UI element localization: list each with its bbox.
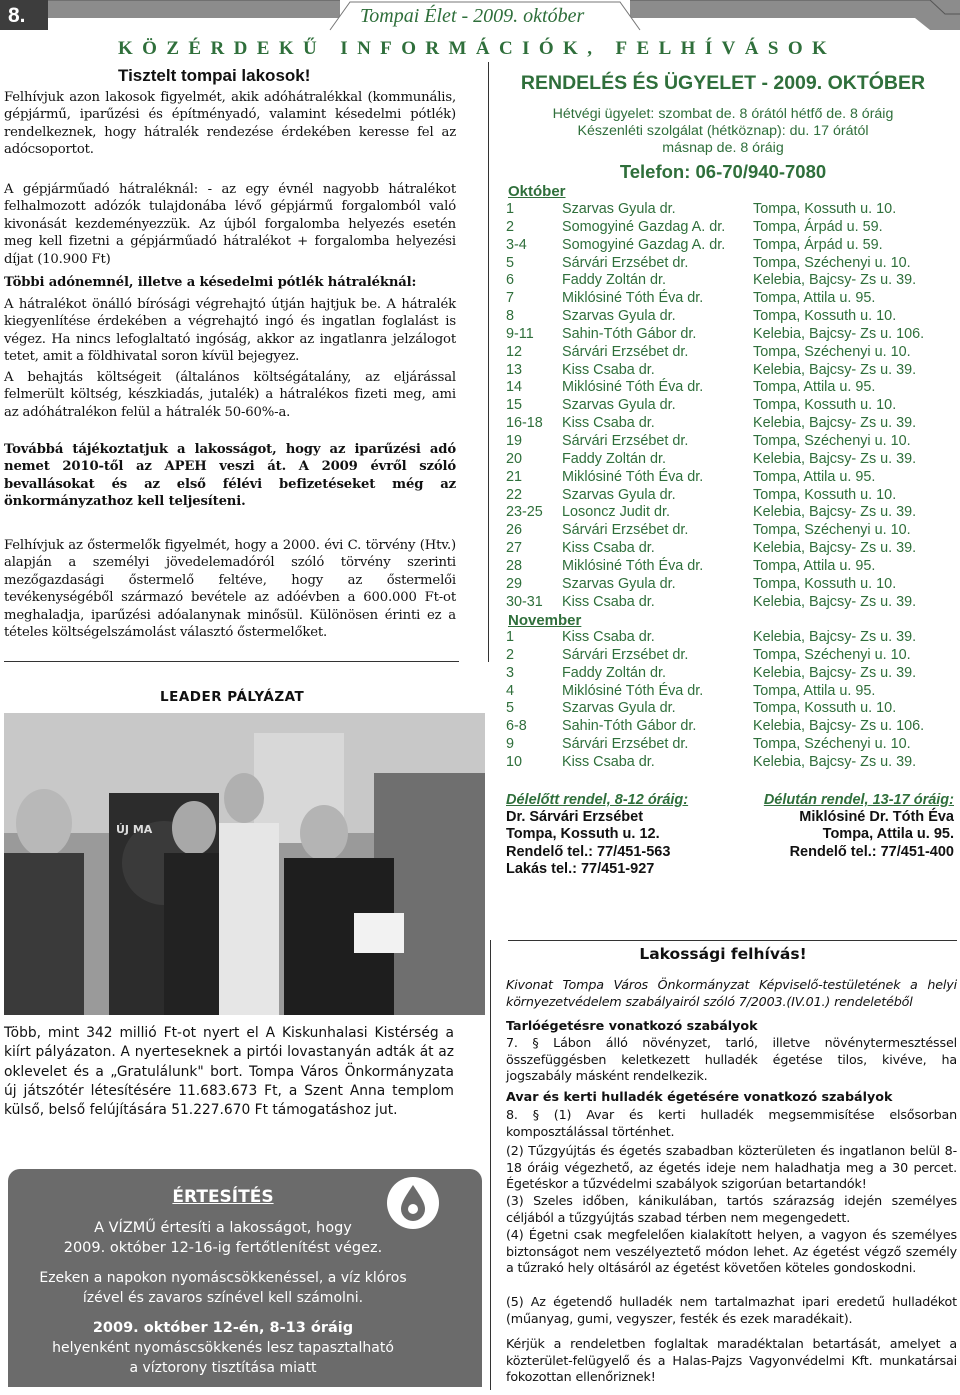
schedule-doctor: Miklósiné Tóth Éva dr.	[562, 468, 704, 485]
schedule-address: Tompa, Széchenyi u. 10.	[753, 736, 911, 753]
schedule-address: Kelebia, Bajcsy- Zs u. 39.	[753, 540, 917, 557]
leader-title: LEADER PÁLYÁZAT	[160, 689, 305, 705]
schedule-day: 15	[506, 397, 523, 414]
schedule-doctor: Szarvas Gyula dr.	[562, 700, 676, 717]
public-paragraph-2: 8. § (1) Avar és kerti hulladék megsemmisítése elsősorban komposztálással történhet.	[506, 1107, 957, 1139]
schedule-doctor: Kiss Csaba dr.	[562, 629, 655, 645]
schedule-day: 9-11	[506, 325, 534, 342]
photo-banner-text: ÚJ MA	[116, 823, 153, 836]
tax-paragraph-5: A behajtás költségeit (általános költségátalány, az eljárással felmerült költség, készkiadás, jutalék) a hátralékos fizeti meg, ami az adóhátralékon felül a hátralék 50-60%-a.	[4, 370, 456, 420]
schedule-doctor: Sárvári Erzsébet dr.	[562, 736, 689, 753]
schedule-doctor: Sahin-Tóth Gábor dr.	[562, 718, 697, 735]
standby-service: Készenléti szolgálat (hétköznap): du. 17 órától	[577, 123, 869, 139]
schedule-day: 16-18	[506, 415, 543, 432]
leader-paragraph: Több, mint 342 millió Ft-ot nyert el A Kiskunhalasi Kistérség a kiírt pályázaton. A nyerteseknek a pirtói lovastanyán adták át az oklevelet és a „Gratulálunk" bort. Tompa Város Önkormányzata új játszótér létesítésére 11.683.673 Ft, a Szent Anna templom külső, belső felújítására 51.227.670 Ft támogatáshoz jut.	[4, 1025, 454, 1119]
morning-home-phone: Lakás tel.: 77/451-927	[506, 861, 655, 877]
schedule-day: 5	[506, 254, 515, 271]
schedule-address: Tompa, Széchenyi u. 10.	[753, 522, 911, 539]
schedule-day: 3	[506, 664, 515, 681]
schedule-address: Tompa, Kossuth u. 10.	[753, 308, 897, 325]
schedule-doctor: Szarvas Gyula dr.	[562, 486, 676, 503]
greeting: Tisztelt tompai lakosok!	[118, 66, 311, 85]
schedule-row	[506, 754, 924, 772]
tax-paragraph-3: Többi adónemnél, illetve a késedelmi pótlék hátraléknál:	[4, 275, 417, 290]
publication-title: Tompai Élet - 2009. október	[360, 5, 585, 27]
schedule-row	[506, 522, 924, 540]
schedule-row	[506, 718, 924, 736]
schedule-address: Kelebia, Bajcsy- Zs u. 106.	[753, 325, 925, 342]
schedule-doctor: Sahin-Tóth Gábor dr.	[562, 325, 697, 342]
schedule-row	[506, 629, 924, 647]
schedule-day: 12	[506, 343, 523, 360]
schedule-doctor: Kiss Csaba dr.	[562, 415, 655, 432]
schedule-address: Kelebia, Bajcsy- Zs u. 106.	[753, 718, 925, 735]
notice-line-3: Ezeken a napokon nyomáscsökkenéssel, a víz klóros	[39, 1270, 407, 1286]
schedule-address: Tompa, Kossuth u. 10.	[753, 575, 897, 592]
schedule-address: Kelebia, Bajcsy- Zs u. 39.	[753, 361, 917, 378]
schedule-row	[506, 290, 924, 308]
section-heading: KÖZÉRDEKŰ INFORMÁCIÓK, FELHÍVÁSOK	[118, 38, 837, 59]
schedule-day: 6	[506, 272, 515, 289]
schedule-doctor: Somogyiné Gazdag A. dr.	[562, 218, 726, 235]
schedule-row	[506, 558, 924, 576]
morning-doctor: Dr. Sárvári Erzsébet	[506, 809, 644, 825]
notice-line-5: 2009. október 12-én, 8-13 óráig	[92, 1320, 354, 1336]
page-number: 8.	[8, 4, 26, 27]
schedule-row	[506, 504, 924, 522]
schedule-doctor: Somogyiné Gazdag A. dr.	[562, 236, 726, 253]
schedule-doctor: Faddy Zoltán dr.	[562, 450, 666, 467]
public-paragraph-7: Kérjük a rendeletben foglaltak maradéktalan betartását, amelyet a közterület-felügyelő és a Halas-Pajzs Vagyonvédelmi Kft. munkatársai fokozottan ellenőriznek!	[506, 1336, 957, 1385]
schedule-address: Tompa, Kossuth u. 10.	[753, 486, 897, 503]
month-november: November	[508, 612, 582, 629]
schedule-title: RENDELÉS ÉS ÜGYELET - 2009. OKTÓBER	[520, 72, 926, 94]
schedule-address: Kelebia, Bajcsy- Zs u. 39.	[753, 504, 917, 521]
schedule-address: Kelebia, Bajcsy- Zs u. 39.	[753, 415, 917, 432]
schedule-address: Tompa, Kossuth u. 10.	[753, 700, 897, 717]
schedule-day: 21	[506, 468, 523, 485]
schedule-address: Tompa, Árpád u. 59.	[753, 218, 883, 235]
standby-service-end: másnap de. 8 óráig	[662, 140, 784, 156]
schedule-doctor: Faddy Zoltán dr.	[562, 272, 666, 289]
schedule-row	[506, 308, 924, 326]
notice-line-1: A VÍZMŰ értesíti a lakosságot, hogy	[94, 1220, 352, 1236]
schedule-doctor: Sárvári Erzsébet dr.	[562, 522, 689, 539]
schedule-day: 1	[506, 629, 515, 645]
schedule-day: 13	[506, 361, 523, 378]
schedule-row	[506, 219, 924, 237]
schedule-address: Kelebia, Bajcsy- Zs u. 39.	[753, 593, 917, 610]
schedule-day: 14	[506, 379, 523, 396]
afternoon-doctor: Miklósiné Dr. Tóth Éva	[799, 809, 954, 825]
schedule-row	[506, 362, 924, 380]
schedule-row	[506, 433, 924, 451]
schedule-address: Kelebia, Bajcsy- Zs u. 39.	[753, 664, 917, 681]
afternoon-office-phone: Rendelő tel.: 77/451-400	[789, 844, 954, 860]
public-notice-title: Lakossági felhívás!	[639, 945, 807, 963]
schedule-day: 29	[506, 575, 523, 592]
schedule-doctor: Sárvári Erzsébet dr.	[562, 254, 689, 271]
schedule-day: 26	[506, 522, 523, 539]
schedule-row	[506, 272, 924, 290]
schedule-address: Tompa, Széchenyi u. 10.	[753, 646, 911, 663]
morning-address: Tompa, Kossuth u. 12.	[506, 826, 660, 842]
schedule-row	[506, 379, 924, 397]
morning-hours-label: Délelőtt rendel, 8-12 óráig:	[506, 792, 689, 808]
schedule-row	[506, 647, 924, 665]
schedule-doctor: Sárvári Erzsébet dr.	[562, 343, 689, 360]
schedule-address: Tompa, Kossuth u. 10.	[753, 201, 897, 217]
schedule-row	[506, 594, 924, 612]
column-divider-lower	[490, 940, 491, 1390]
schedule-day: 30-31	[506, 593, 543, 610]
column-divider	[488, 62, 489, 662]
schedule-row	[506, 700, 924, 718]
schedule-day: 4	[506, 682, 515, 699]
schedule-row	[506, 255, 924, 273]
tax-paragraph-6: Továbbá tájékoztatjuk a lakosságot, hogy az iparűzési adó nemet 2010-től az APEH veszi át. A 2009 évről szóló bevallásokat és az első félévi befizetéseket még az önkormányzathoz kell teljesíteni.	[4, 442, 456, 510]
schedule-row	[506, 344, 924, 362]
schedule-day: 2	[506, 218, 515, 235]
morning-office-phone: Rendelő tel.: 77/451-563	[506, 844, 671, 860]
schedule-doctor: Kiss Csaba dr.	[562, 753, 655, 770]
schedule-doctor: Miklósiné Tóth Éva dr.	[562, 290, 704, 307]
schedule-address: Kelebia, Bajcsy- Zs u. 39.	[753, 629, 917, 645]
notice-line-6: helyenként nyomáscsökkenés lesz tapasztalható	[52, 1340, 394, 1356]
schedule-address: Kelebia, Bajcsy- Zs u. 39.	[753, 272, 917, 289]
schedule-row	[506, 201, 924, 219]
schedule-address: Tompa, Attila u. 95.	[753, 379, 876, 396]
schedule-doctor: Miklósiné Tóth Éva dr.	[562, 557, 704, 574]
schedule-day: 27	[506, 540, 523, 557]
schedule-day: 19	[506, 432, 523, 449]
tax-paragraph-1: Felhívjuk azon lakosok figyelmét, akik adóhátralékkal (kommunális, gépjármű, iparűzési és építményadó, valamint késedelmi pótlék) rendelkeznek, hogy hátralék rendezése érdekében keresse fel az adócsoportot.	[4, 90, 456, 158]
schedule-address: Kelebia, Bajcsy- Zs u. 39.	[753, 450, 917, 467]
notice-line-7: a víztorony tisztítása miatt	[129, 1360, 317, 1376]
schedule-row	[506, 415, 924, 433]
tax-paragraph-7: Felhívjuk az őstermelők figyelmét, hogy a 2000. évi C. törvény (Htv.) alapján a személyi jövedelemadóról szóló törvény szerinti mezőgazdasági őstermelő feltéve, hogy az őstermelői tevékenységéből származó bevétele az adóévben a 600.000 Ft-ot meghaladja, iparűzési adóalanynak minősül. Különösen érinti ez a tételes költségelszámolást választó őstermelőket.	[4, 538, 456, 641]
schedule-address: Tompa, Széchenyi u. 10.	[753, 432, 911, 449]
schedule-row	[506, 469, 924, 487]
schedule-day: 2	[506, 646, 515, 663]
award-photo	[4, 713, 485, 1015]
public-paragraph-5: (4) Égetni csak megfelelően kialakított helyen, a vagyon és személyes biztonságot nem veszélyeztető módon lehet. Az égetést végző személy a tűzrakó hely oltásáról az égetést követően köteles gondoskodni.	[506, 1227, 957, 1276]
public-paragraph-6: (5) Az égetendő hulladék nem tartalmazhat ipari eredetű hulladékot (műanyag, gumi, vegyszer, festék és ezek maradékait).	[506, 1294, 957, 1326]
schedule-doctor: Kiss Csaba dr.	[562, 540, 655, 557]
schedule-address: Tompa, Attila u. 95.	[753, 468, 876, 485]
notice-line-2: 2009. október 12-16-ig fertőtlenítést végez.	[63, 1240, 383, 1256]
schedule-row	[506, 451, 924, 469]
notice-line-4: ízével és zavaros színével kell számolni.	[82, 1290, 364, 1306]
afternoon-address: Tompa, Attila u. 95.	[822, 826, 954, 842]
schedule-day: 6-8	[506, 718, 527, 735]
weekend-duty: Hétvégi ügyelet: szombat de. 8 órától hétfő de. 8 óráig	[552, 106, 894, 122]
schedule-row	[506, 665, 924, 683]
november-schedule-table	[506, 629, 924, 772]
schedule-doctor: Miklósiné Tóth Éva dr.	[562, 379, 704, 396]
october-schedule-table	[506, 201, 924, 611]
schedule-address: Tompa, Árpád u. 59.	[753, 236, 883, 253]
public-paragraph-1: 7. § Lábon álló növényzet, tarló, illetve növénytermesztéssel összefüggésben keletkezett hulladék égetése tilos, kivéve, ha jogszabály másként rendelkezik.	[506, 1035, 957, 1084]
schedule-day: 20	[506, 450, 523, 467]
public-notice-intro: Kivonat Tompa Város Önkormányzat Képviselő-testületének a helyi környezetvédelem szabályairól szóló 7/2003.(IV.01.) rendeletéből	[506, 977, 957, 1009]
schedule-row	[506, 540, 924, 558]
public-paragraph-4: (3) Szeles időben, kánikulában, tartós szárazság idején személyes céljából a tűzgyújtás szabad térben nem megengedett.	[506, 1193, 957, 1225]
schedule-day: 3-4	[506, 236, 527, 253]
schedule-address: Tompa, Attila u. 95.	[753, 557, 876, 574]
schedule-day: 5	[506, 700, 515, 717]
public-heading-1: Tarlóégetésre vonatkozó szabályok	[506, 1018, 758, 1033]
schedule-row	[506, 397, 924, 415]
schedule-doctor: Faddy Zoltán dr.	[562, 664, 666, 681]
schedule-day: 7	[506, 290, 515, 307]
schedule-address: Kelebia, Bajcsy- Zs u. 39.	[753, 753, 917, 770]
schedule-row	[506, 326, 924, 344]
notice-title: ÉRTESÍTÉS	[172, 1187, 274, 1207]
schedule-day: 23-25	[506, 504, 543, 521]
schedule-address: Tompa, Széchenyi u. 10.	[753, 254, 911, 271]
schedule-doctor: Szarvas Gyula dr.	[562, 575, 676, 592]
schedule-doctor: Szarvas Gyula dr.	[562, 397, 676, 414]
schedule-doctor: Kiss Csaba dr.	[562, 361, 655, 378]
schedule-row	[506, 487, 924, 505]
schedule-doctor: Kiss Csaba dr.	[562, 593, 655, 610]
schedule-row	[506, 576, 924, 594]
schedule-address: Tompa, Széchenyi u. 10.	[753, 343, 911, 360]
schedule-day: 1	[506, 201, 515, 217]
phone-number: Telefon: 06-70/940-7080	[619, 161, 827, 182]
public-notice-rule	[508, 940, 957, 941]
schedule-row	[506, 683, 924, 701]
schedule-address: Tompa, Attila u. 95.	[753, 682, 876, 699]
schedule-row	[506, 736, 924, 754]
schedule-doctor: Sárvári Erzsébet dr.	[562, 646, 689, 663]
schedule-day: 10	[506, 753, 523, 770]
tax-paragraph-2: A gépjárműadó hátraléknál: - az egy évnél nagyobb hátralékot felhalmozott adózók tulajdonába lévő gépjármű forgalomból való kivonását kezdeményezzük. Az újból forgalomba helyezés esetén meg kell fizetni a gépjárműadó hátralékot + forgalomba helyezési díjat (10.900 Ft)	[4, 182, 456, 267]
public-heading-2: Avar és kerti hulladék égetésére vonatkozó szabályok	[506, 1089, 893, 1104]
schedule-doctor: Szarvas Gyula dr.	[562, 308, 676, 325]
month-october: Október	[508, 183, 566, 200]
schedule-day: 8	[506, 308, 515, 325]
schedule-doctor: Losoncz Judit dr.	[562, 504, 670, 521]
tax-paragraph-4: A hátralékot önálló bírósági végrehajtó útján hajtjuk be. A hátralék kiegyenlítése érdekében a végrehajtó ingó és ingatlan foglalást is végez. Ha nincs lefoglaltató ingóság, akkor az ingatlanra jelzálogot tetet, amit a földhivatal soron kívül bejegyez.	[4, 297, 456, 365]
public-paragraph-3: (2) Tűzgyújtás és égetés szabadban közterületen és ingatlanon belül 8-18 óráig végezhető, az égetés ideje nem haladhatja meg a 30 percet. Égetéskor a tűzvédelmi szabályok szigorúan betartandók!	[506, 1143, 957, 1192]
schedule-row	[506, 237, 924, 255]
horizontal-divider	[4, 661, 459, 662]
schedule-day: 22	[506, 486, 523, 503]
schedule-address: Tompa, Attila u. 95.	[753, 290, 876, 307]
schedule-address: Tompa, Kossuth u. 10.	[753, 397, 897, 414]
afternoon-hours-label: Délután rendel, 13-17 óráig:	[763, 792, 954, 808]
schedule-doctor: Miklósiné Tóth Éva dr.	[562, 682, 704, 699]
schedule-day: 28	[506, 557, 523, 574]
schedule-doctor: Sárvári Erzsébet dr.	[562, 432, 689, 449]
schedule-doctor: Szarvas Gyula dr.	[562, 201, 676, 217]
schedule-day: 9	[506, 736, 515, 753]
